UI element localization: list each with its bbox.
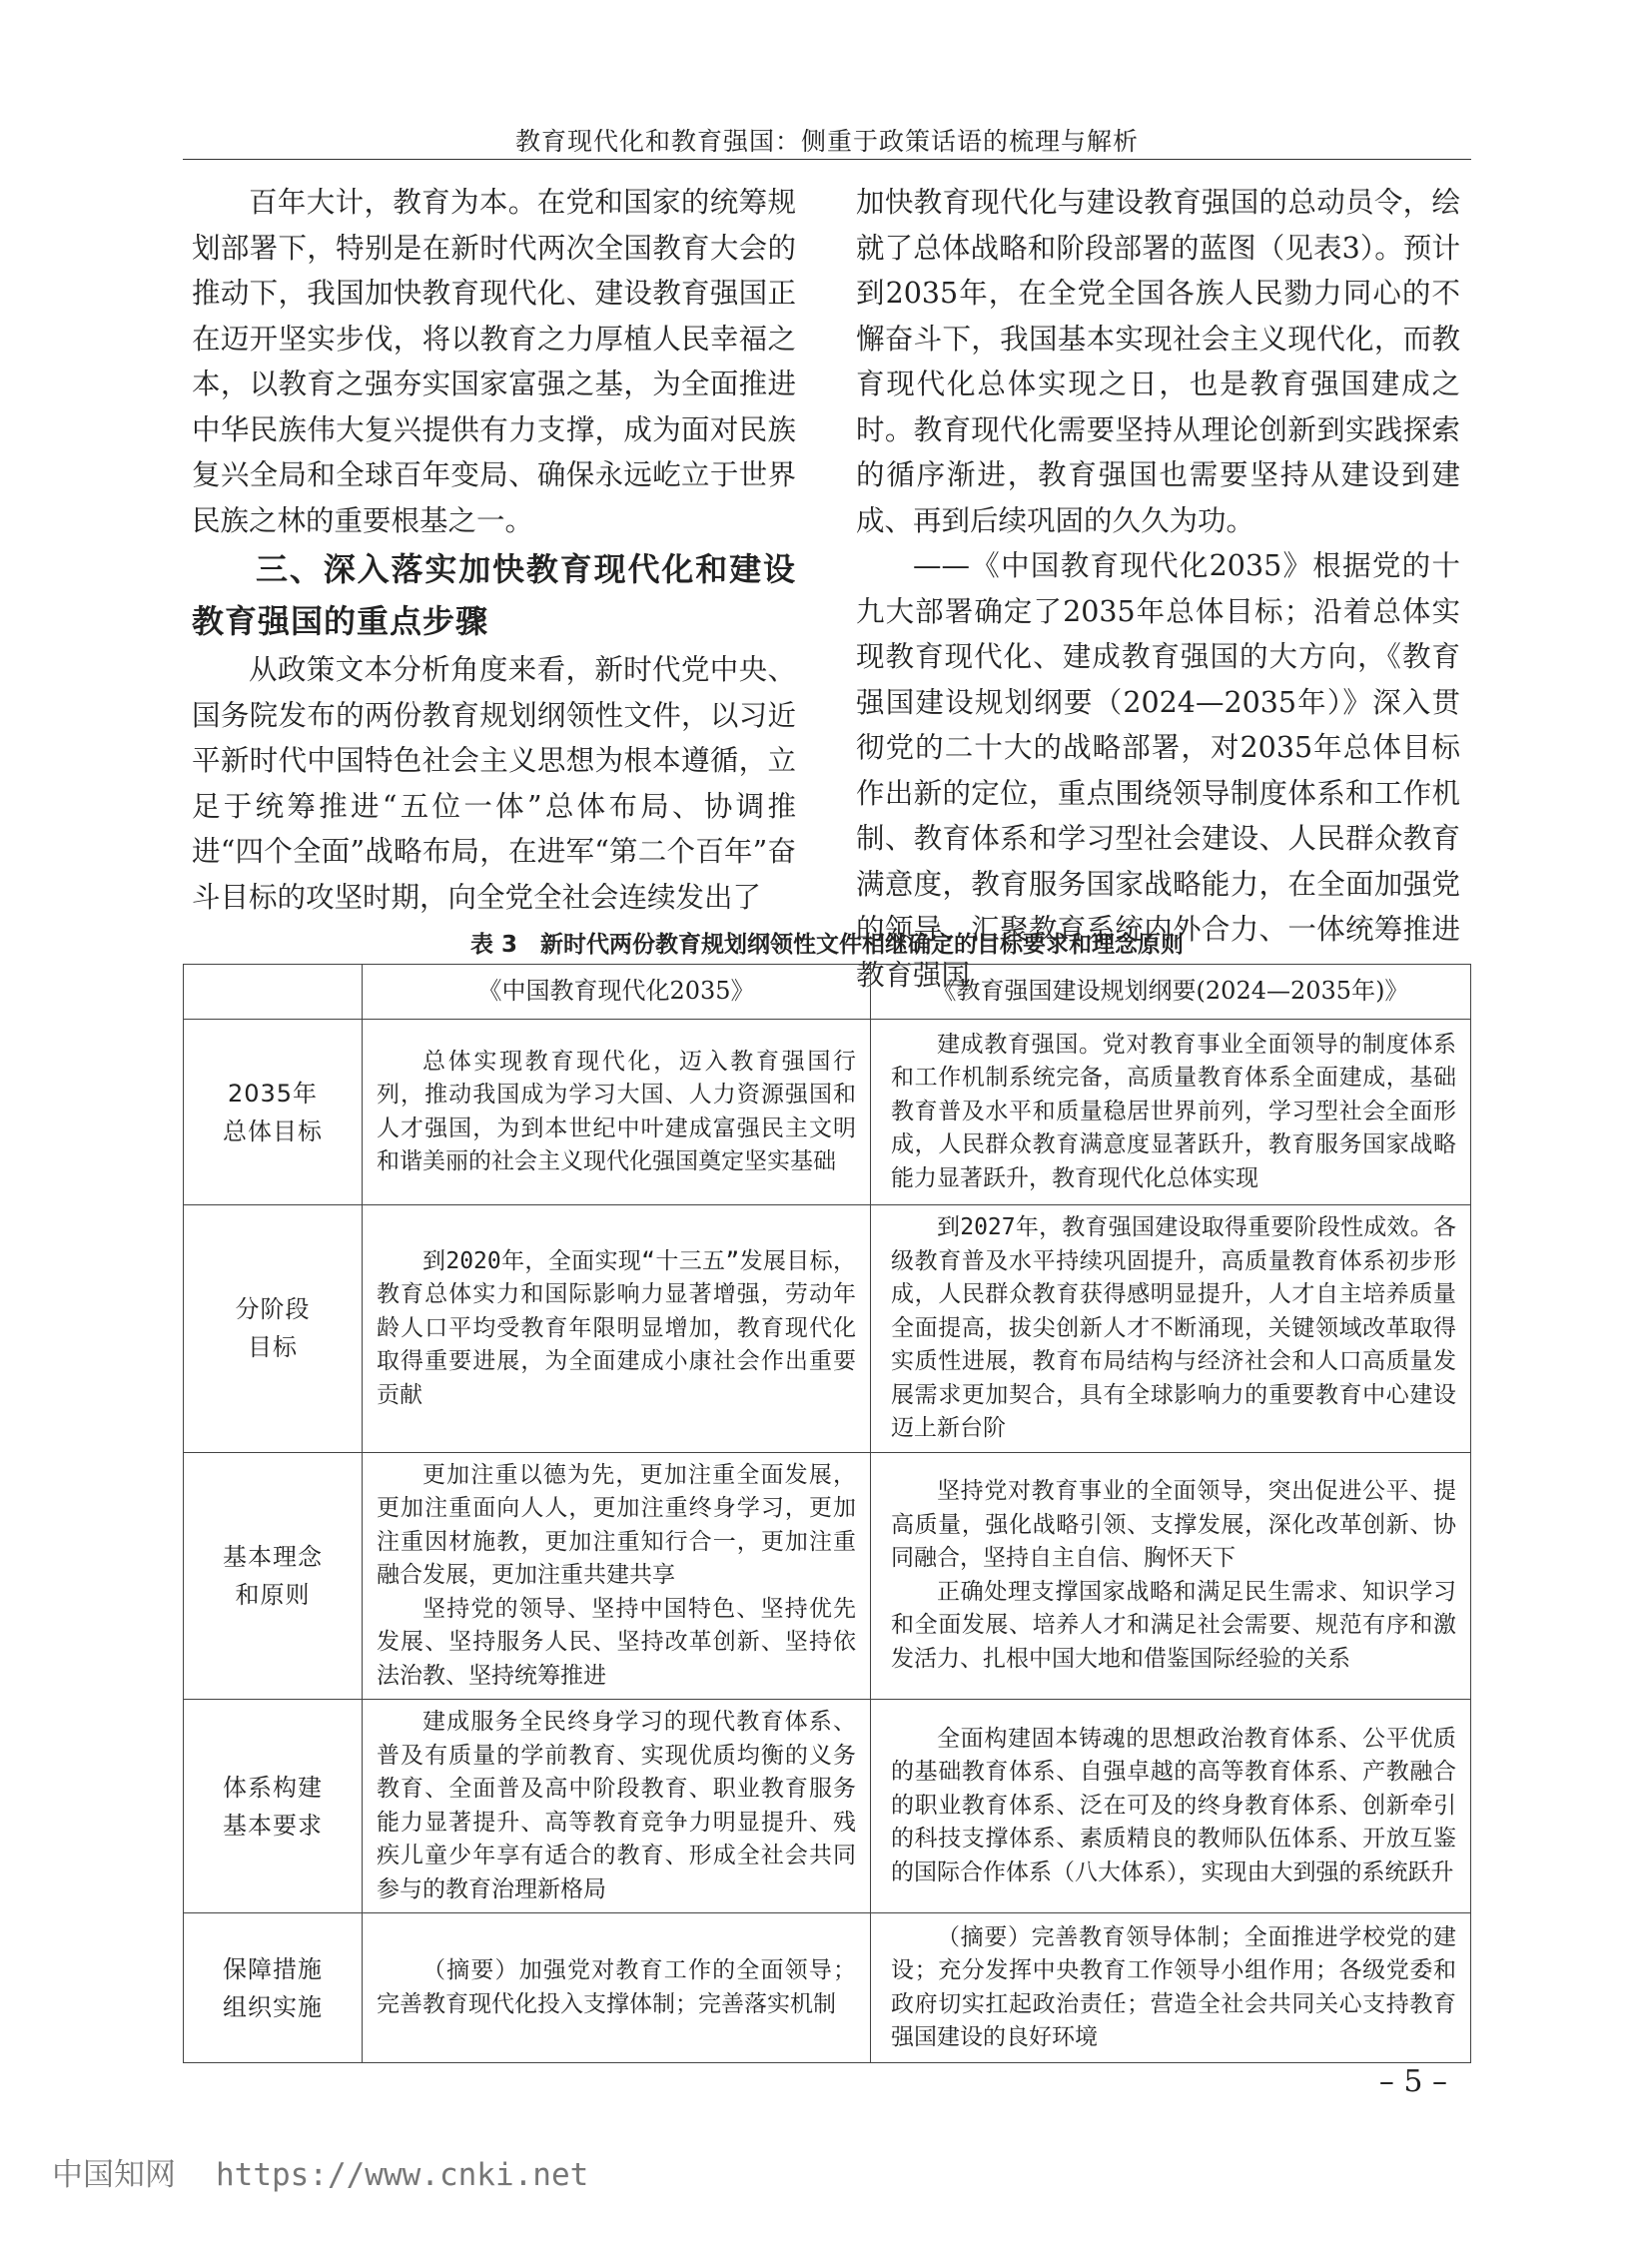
body-paragraph: 从政策文本分析角度来看，新时代党中央、国务院发布的两份教育规划纲领性文件，以习近平新时代中国特色社会主义思想为根本遵循，立足于统筹推进“五位一体”总体布局、协调推进“四个全面”战略布局，在进军“第二个百年”奋斗目标的攻坚时期，向全党全社会连续发出了 [192,653,796,914]
row-label-line: 目标 [248,1333,298,1362]
watermark-url: https://www.cnki.net [216,2157,589,2193]
table-cell [871,1700,1471,1913]
column-header: 《教育强国建设规划纲要(2024—2035年)》 [871,965,1471,1020]
cell-text: 更加注重以德为先，更加注重全面发展，更加注重面向人人，更加注重终身学习，更加注重因材施教，更加注重知行合一，更加注重融合发展，更加注重共建共享 [377,1461,856,1588]
row-label [184,1205,363,1453]
cell-text: 坚持党的领导、坚持中国特色、坚持优先发展、坚持服务人民、坚持改革创新、坚持依法治教、坚持统筹推进 [377,1595,856,1689]
table-row [184,1700,1471,1913]
table-cell [871,1205,1471,1453]
header-rule [183,159,1471,160]
page-number: – 5 – [1378,2064,1447,2099]
table-cell [363,1452,871,1700]
row-label [184,1020,363,1205]
table-cell [363,1020,871,1205]
table-row [184,1913,1471,2063]
row-label [184,1913,363,2063]
row-label-line: 基本理念 [223,1542,323,1571]
row-label [184,1452,363,1700]
cell-text: 建成服务全民终身学习的现代教育体系、普及有质量的学前教育、实现优质均衡的义务教育、全面普及高中阶段教育、职业教育服务能力显著提升、高等教育竞争力明显提升、残疾儿童少年享有适合的教育、形成全社会共同参与的教育治理新格局 [377,1709,856,1902]
watermark [52,2149,588,2194]
left-column [192,180,796,920]
cell-text: 到2020年，全面实现“十三五”发展目标，教育总体实力和国际影响力显著增强，劳动年龄人口平均受教育年限明显增加，教育现代化取得重要进展，为全面建成小康社会作出重要贡献 [377,1247,856,1408]
body-paragraph: 加快教育现代化与建设教育强国的总动员令，绘就了总体战略和阶段部署的蓝图（见表3）。预计到2035年，在全党全国各族人民勠力同心的不懈奋斗下，我国基本实现社会主义现代化，而教育现代化总体实现之日，也是教育强国建成之时。教育现代化需要坚持从理论创新到实践探索的循序渐进，教育强国也需要坚持从建设到建成、再到后续巩固的久久为功。 [856,186,1460,537]
watermark-brand: 中国知网 [52,2157,176,2193]
row-label-line: 2035年 [227,1079,319,1108]
table-row [184,1205,1471,1453]
cell-text: 建成教育强国。党对教育事业全面领导的制度体系和工作机制系统完备，高质量教育体系全面建成，基础教育普及水平和质量稳居世界前列，学习型社会全面形成，人民群众教育满意度显著跃升，教育服务国家战略能力显著跃升，教育现代化总体实现 [891,1031,1456,1191]
table-row [184,1452,1471,1700]
cell-text: 总体实现教育现代化，迈入教育强国行列，推动我国成为学习大国、人力资源强国和人才强国，为到本世纪中叶建成富强民主文明和谐美丽的社会主义现代化强国奠定坚实基础 [377,1048,856,1174]
table-corner-cell [184,965,363,1020]
row-label-line: 保障措施 [223,1954,323,1983]
table-caption: 表 3 新时代两份教育规划纲领性文件相继确定的目标要求和理念原则 [469,932,1184,958]
row-label-line: 基本要求 [223,1811,323,1840]
cell-text: （摘要）完善教育领导体制；全面推进学校党的建设；充分发挥中央教育工作领导小组作用；各级党委和政府切实扛起政治责任；营造全社会共同关心支持教育强国建设的良好环境 [891,1923,1456,2050]
row-label-line: 组织实施 [223,1992,323,2021]
table-row [184,1020,1471,1205]
column-header: 《中国教育现代化2035》 [363,965,871,1020]
cell-text: （摘要）加强党对教育工作的全面领导；完善教育现代化投入支撑体制；完善落实机制 [377,1957,856,2017]
row-label [184,1700,363,1913]
row-label-line: 和原则 [235,1580,311,1609]
cell-text: 全面构建固本铸魂的思想政治教育体系、公平优质的基础教育体系、自强卓越的高等教育体系、产教融合的职业教育体系、泛在可及的终身教育体系、创新牵引的科技支撑体系、素质精良的教师队伍体系、开放互鉴的国际合作体系（八大体系），实现由大到强的系统跃升 [891,1725,1456,1885]
cell-text: 正确处理支撑国家战略和满足民生需求、知识学习和全面发展、培养人才和满足社会需要、规范有序和激发活力、扎根中国大地和借鉴国际经验的关系 [891,1578,1456,1672]
body-paragraph: 百年大计，教育为本。在党和国家的统筹规划部署下，特别是在新时代两次全国教育大会的推动下，我国加快教育现代化、建设教育强国正在迈开坚实步伐，将以教育之力厚植人民幸福之本，以教育之强夯实国家富强之基，为全面推进中华民族伟大复兴提供有力支撑，成为面对民族复兴全局和全球百年变局、确保永远屹立于世界民族之林的重要根基之一。 [192,186,796,537]
row-label-line: 总体目标 [223,1117,323,1145]
row-label-line: 分阶段 [235,1295,311,1324]
table-cell [363,1205,871,1453]
table-cell [871,1452,1471,1700]
table-header-row [184,965,1471,1020]
table-cell [871,1913,1471,2063]
table-cell [363,1913,871,2063]
right-column [856,180,1460,998]
table-cell [871,1020,1471,1205]
comparison-table [183,964,1471,2063]
running-header: 教育现代化和教育强国：侧重于政策话语的梳理与解析 [514,127,1139,156]
body-paragraph: ——《中国教育现代化2035》根据党的十九大部署确定了2035年总体目标；沿着总体实现教育现代化、建成教育强国的大方向，《教育强国建设规划纲要（2024—2035年）》深入贯彻党的二十大的战略部署，对2035年总体目标作出新的定位，重点围绕领导制度体系和工作机制、教育体系和学习型社会建设、人民群众教育满意度，教育服务国家战略能力，在全面加强党的领导、汇聚教育系统内外合力、一体统筹推进教育强国 [856,549,1460,992]
table-cell [363,1700,871,1913]
cell-text: 坚持党对教育事业的全面领导，突出促进公平、提高质量，强化战略引领、支撑发展，深化改革创新、协同融合，坚持自主自信、胸怀天下 [891,1478,1456,1572]
section-heading: 三、深入落实加快教育现代化和建设教育强国的重点步骤 [192,550,796,640]
cell-text: 到2027年，教育强国建设取得重要阶段性成效。各级教育普及水平持续巩固提升，高质量教育体系初步形成，人民群众教育获得感明显提升，人才自主培养质量全面提高，拔尖创新人才不断涌现，关键领域改革取得实质性进展，教育布局结构与经济社会和人口高质量发展需求更加契合，具有全球影响力的重要教育中心建设迈上新台阶 [891,1214,1456,1441]
row-label-line: 体系构建 [223,1773,323,1802]
